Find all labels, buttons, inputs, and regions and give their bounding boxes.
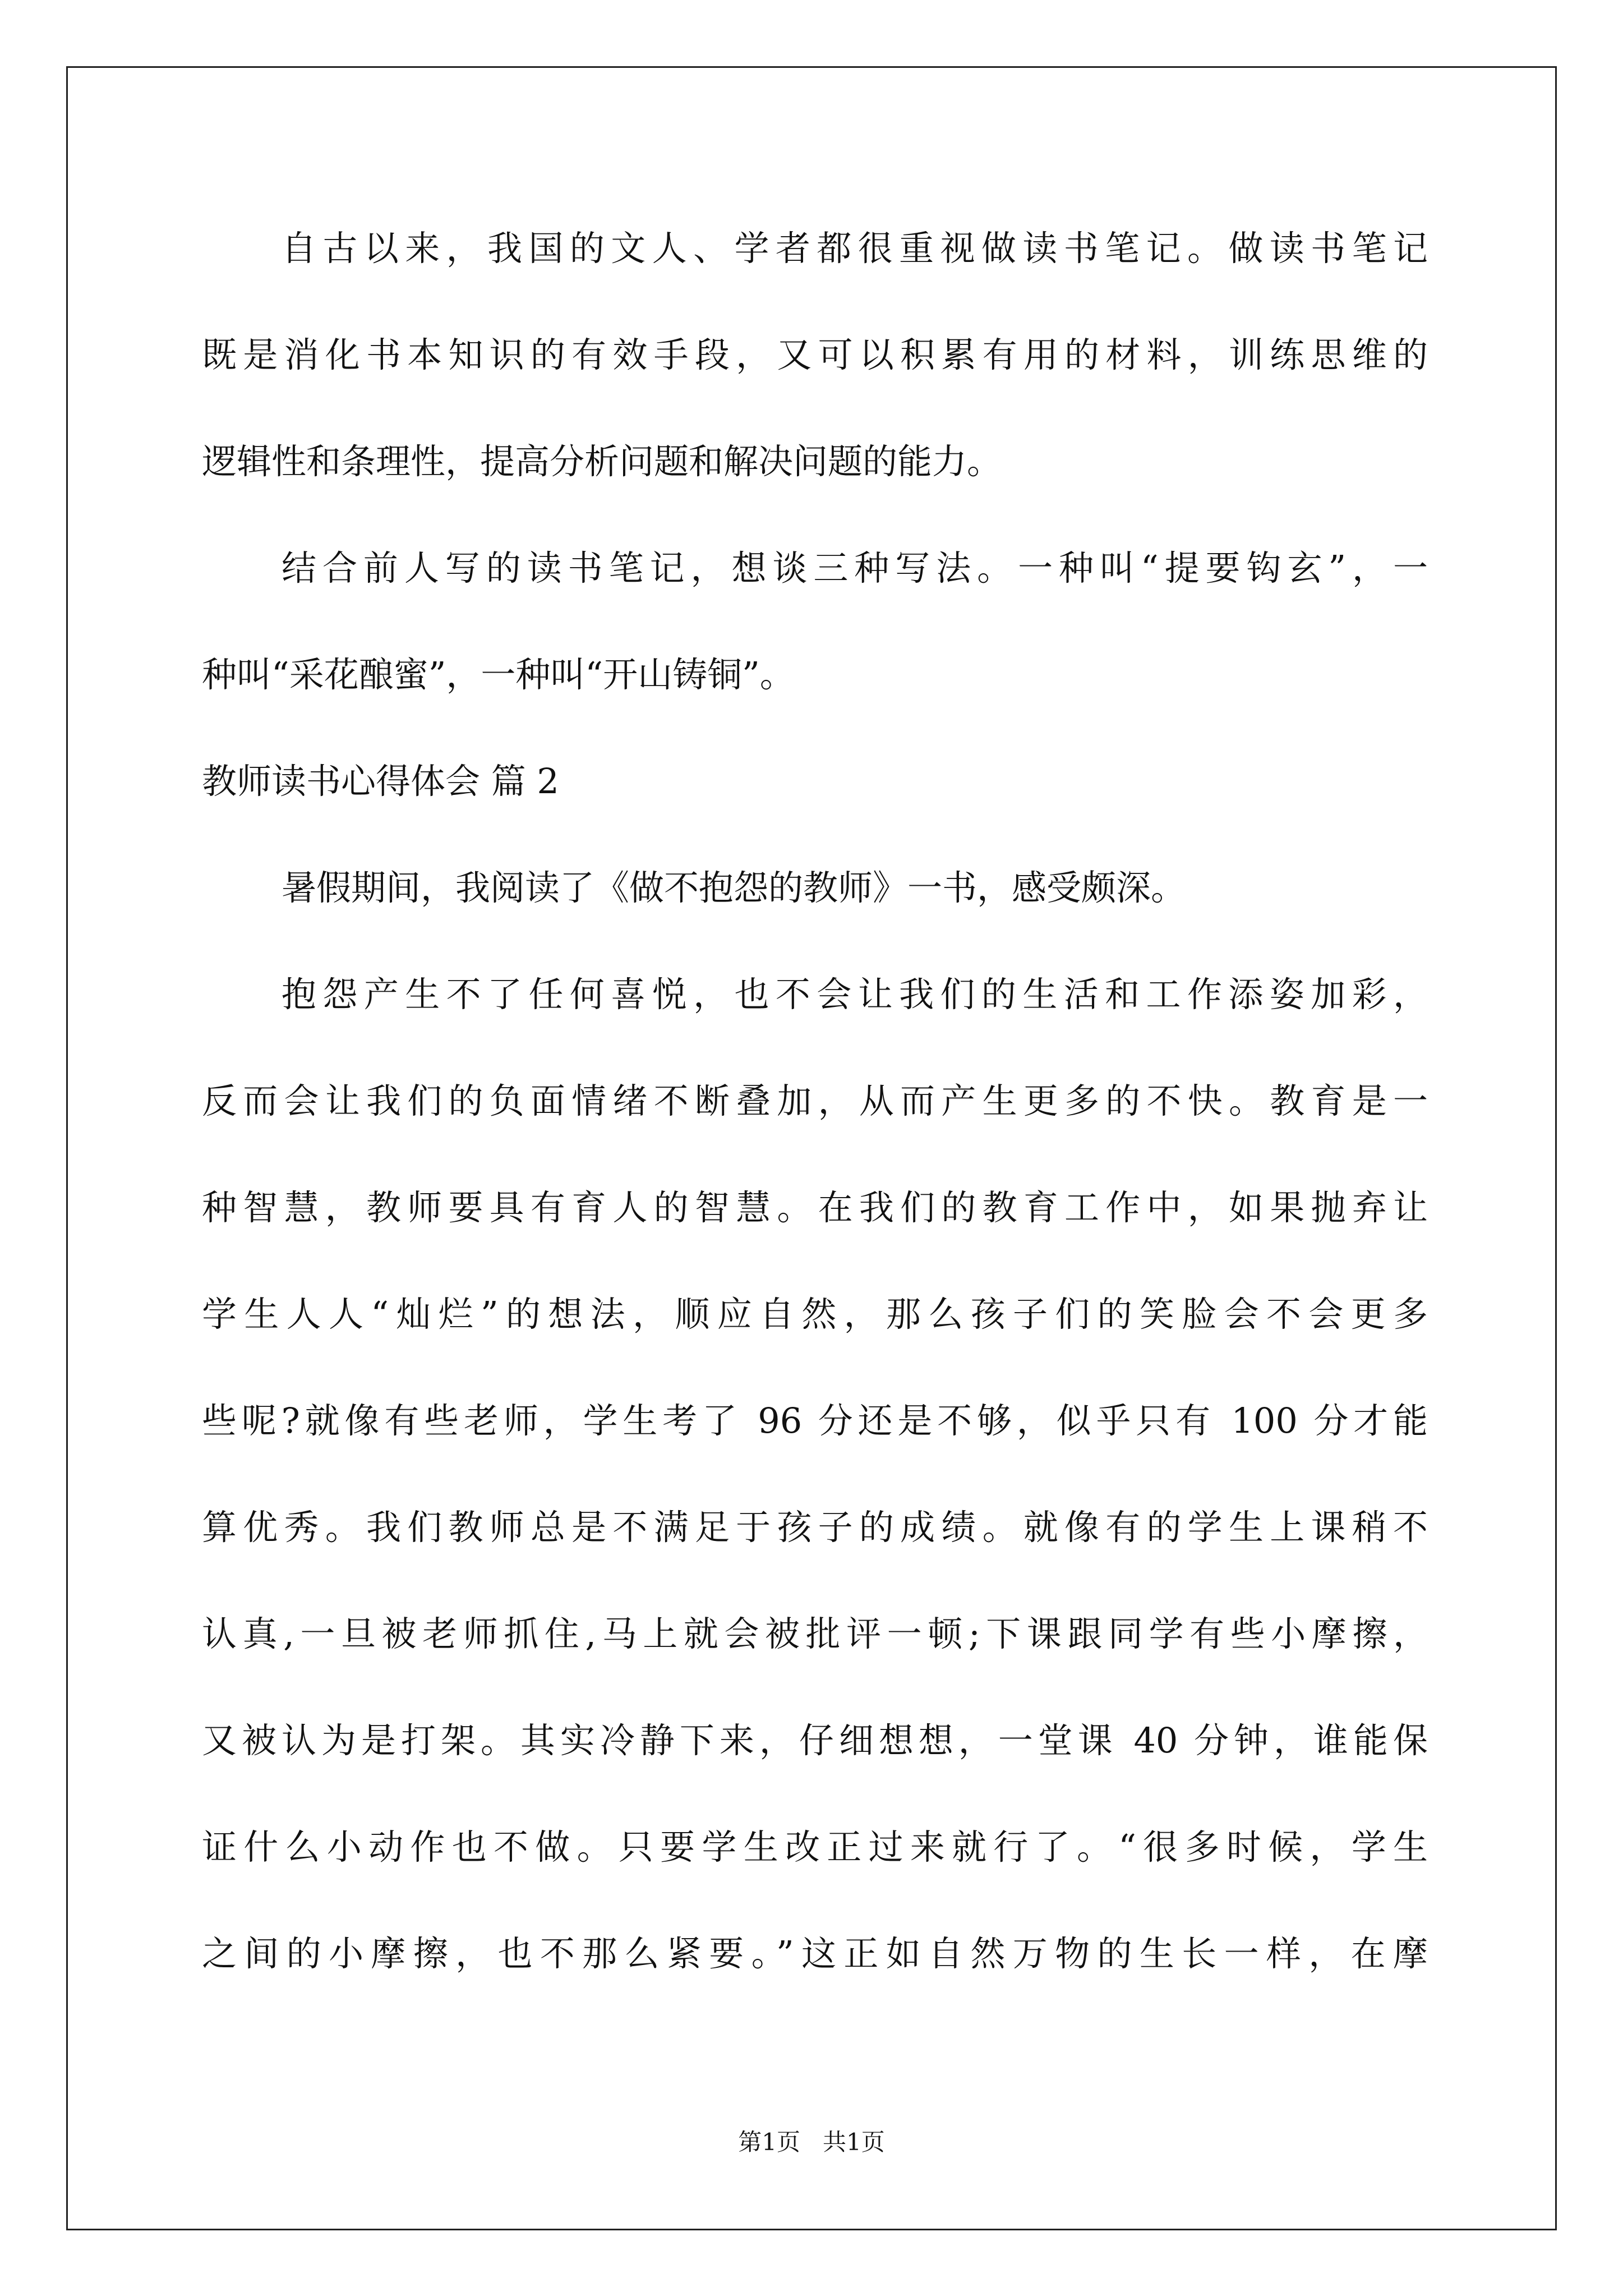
paragraph-4-line-1: 抱怨产生不了任何喜悦，也不会让我们的生活和工作添姿加彩，	[282, 974, 1428, 1015]
section-heading: 教师读书心得体会 篇 2	[202, 761, 559, 802]
paragraph-4-line-2: 反而会让我们的负面情绪不断叠加，从而产生更多的不快。教育是一	[202, 1080, 1428, 1121]
paragraph-4-line-4: 学生人人“灿烂”的想法，顺应自然，那么孩子们的笑脸会不会更多	[202, 1294, 1428, 1335]
page-footer: 第1页 共1页	[738, 2128, 885, 2156]
paragraph-4-line-5: 些呢?就像有些老师，学生考了 96 分还是不够，似乎只有 100 分才能	[202, 1400, 1428, 1441]
paragraph-1-line-2: 既是消化书本知识的有效手段，又可以积累有用的材料，训练思维的	[202, 334, 1428, 375]
paragraph-2-line-1: 结合前人写的读书笔记，想谈三种写法。一种叫“提要钩玄”，一	[282, 547, 1428, 588]
paragraph-4-line-3: 种智慧，教师要具有育人的智慧。在我们的教育工作中，如果抛弃让	[202, 1187, 1428, 1228]
paragraph-4-line-6: 算优秀。我们教师总是不满足于孩子的成绩。就像有的学生上课稍不	[202, 1507, 1428, 1548]
paragraph-3-line-1: 暑假期间，我阅读了《做不抱怨的教师》一书，感受颇深。	[282, 867, 1186, 908]
paragraph-1-line-1: 自古以来，我国的文人、学者都很重视做读书笔记。做读书笔记	[282, 228, 1428, 269]
paragraph-1-line-3: 逻辑性和条理性，提高分析问题和解决问题的能力。	[202, 441, 1002, 482]
paragraph-4-line-10: 之间的小摩擦，也不那么紧要。”这正如自然万物的生长一样，在摩	[202, 1933, 1428, 1974]
paragraph-2-line-2: 种叫“采花酿蜜”，一种叫“开山铸铜”。	[202, 654, 795, 695]
paragraph-4-line-8: 又被认为是打架。其实冷静下来，仔细想想，一堂课 40 分钟，谁能保	[202, 1720, 1428, 1761]
page-border	[66, 66, 1557, 2230]
paragraph-4-line-7: 认真,一旦被老师抓住,马上就会被批评一顿;下课跟同学有些小摩擦，	[202, 1613, 1428, 1654]
paragraph-4-line-9: 证什么小动作也不做。只要学生改正过来就行了。“很多时候，学生	[202, 1826, 1428, 1867]
